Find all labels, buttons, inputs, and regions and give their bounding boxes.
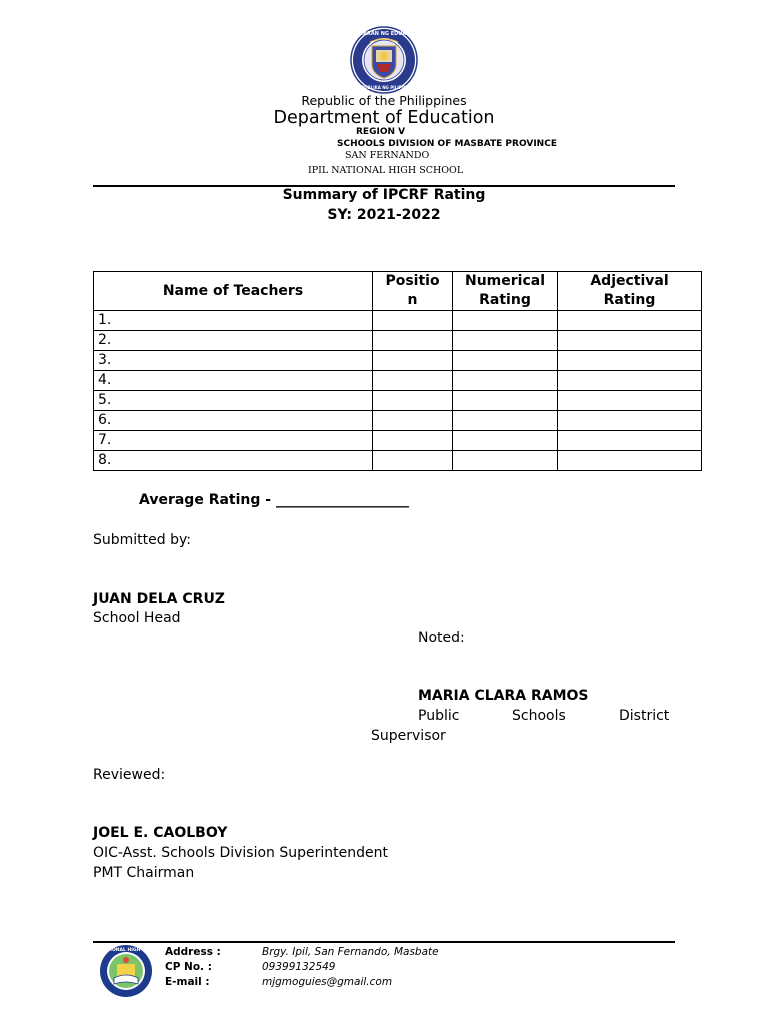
table-row bbox=[94, 331, 702, 351]
ratings-table bbox=[93, 271, 702, 471]
cp-value: 09399132549 bbox=[262, 961, 336, 973]
table-row bbox=[94, 451, 702, 471]
division-line: SCHOOLS DIVISION OF MASBATE PROVINCE bbox=[337, 139, 557, 149]
adjectival-cell[interactable] bbox=[558, 411, 702, 431]
table-row bbox=[94, 391, 702, 411]
numerical-cell[interactable] bbox=[453, 351, 558, 371]
row-number: 2. bbox=[94, 331, 373, 351]
reviewed-label: Reviewed: bbox=[93, 767, 166, 783]
table-row bbox=[94, 431, 702, 451]
numerical-cell[interactable] bbox=[453, 331, 558, 351]
position-cell[interactable] bbox=[373, 331, 453, 351]
seal-bottom-text: REPUBLIKA NG PILIPINAS bbox=[355, 85, 413, 90]
row-number: 1. bbox=[94, 311, 373, 331]
sds-role: PMT Chairman bbox=[93, 865, 195, 881]
position-cell[interactable] bbox=[373, 451, 453, 471]
cp-label: CP No. : bbox=[165, 961, 212, 973]
address-label: Address : bbox=[165, 946, 221, 958]
adjectival-cell[interactable] bbox=[558, 451, 702, 471]
numerical-cell[interactable] bbox=[453, 411, 558, 431]
position-cell[interactable] bbox=[373, 391, 453, 411]
sds-name: JOEL E. CAOLBOY bbox=[93, 825, 228, 841]
position-cell[interactable] bbox=[373, 411, 453, 431]
psds-title-word: Public bbox=[418, 708, 460, 724]
numerical-cell[interactable] bbox=[453, 311, 558, 331]
adjectival-cell[interactable] bbox=[558, 391, 702, 411]
address-value: Brgy. Ipil, San Fernando, Masbate bbox=[262, 946, 439, 958]
table-row bbox=[94, 311, 702, 331]
col-numerical-header: Numerical Rating bbox=[453, 272, 558, 311]
republic-line: Republic of the Philippines bbox=[301, 93, 467, 108]
position-cell[interactable] bbox=[373, 431, 453, 451]
position-cell[interactable] bbox=[373, 371, 453, 391]
row-number: 7. bbox=[94, 431, 373, 451]
school-logo-text: IPIL NATIONAL HIGH SCHOOL bbox=[89, 948, 163, 953]
sds-title: OIC-Asst. Schools Division Superintendent bbox=[93, 845, 388, 861]
adjectival-cell[interactable] bbox=[558, 351, 702, 371]
numerical-cell[interactable] bbox=[453, 371, 558, 391]
row-number: 5. bbox=[94, 391, 373, 411]
row-number: 6. bbox=[94, 411, 373, 431]
school-head-name: JUAN DELA CRUZ bbox=[93, 591, 225, 607]
psds-name: MARIA CLARA RAMOS bbox=[418, 688, 589, 704]
table-header-row bbox=[94, 272, 702, 311]
numerical-cell[interactable] bbox=[453, 391, 558, 411]
psds-title-word: Schools bbox=[512, 708, 566, 724]
row-number: 8. bbox=[94, 451, 373, 471]
table-row bbox=[94, 371, 702, 391]
adjectival-cell[interactable] bbox=[558, 331, 702, 351]
table-row bbox=[94, 351, 702, 371]
department-title: Department of Education bbox=[273, 108, 495, 128]
position-cell[interactable] bbox=[373, 311, 453, 331]
col-name-header: Name of Teachers bbox=[94, 272, 373, 311]
email-value[interactable]: mjgmoguies@gmail.com bbox=[262, 976, 393, 988]
col-adjectival-header: Adjectival Rating bbox=[558, 272, 702, 311]
noted-label: Noted: bbox=[418, 630, 465, 646]
submitted-by-label: Submitted by: bbox=[93, 532, 191, 548]
col-position-header: Positio n bbox=[373, 272, 453, 311]
adjectival-cell[interactable] bbox=[558, 311, 702, 331]
school-year: SY: 2021-2022 bbox=[327, 207, 441, 223]
psds-title-word: Supervisor bbox=[371, 728, 446, 744]
district-line: SAN FERNANDO bbox=[345, 150, 430, 161]
deped-seal-logo bbox=[342, 26, 426, 94]
adjectival-cell[interactable] bbox=[558, 371, 702, 391]
numerical-cell[interactable] bbox=[453, 451, 558, 471]
document-title: Summary of IPCRF Rating bbox=[282, 187, 486, 203]
row-number: 4. bbox=[94, 371, 373, 391]
row-number: 3. bbox=[94, 351, 373, 371]
table-row bbox=[94, 411, 702, 431]
region-line: REGION V bbox=[356, 127, 406, 137]
average-rating-line: Average Rating - ___________________ bbox=[139, 492, 409, 508]
position-cell[interactable] bbox=[373, 351, 453, 371]
school-logo bbox=[89, 944, 163, 998]
psds-title-word: District bbox=[619, 708, 670, 724]
numerical-cell[interactable] bbox=[453, 431, 558, 451]
seal-top-text: KAGAWARAN NG EDUKASYON bbox=[342, 31, 426, 37]
footer-divider bbox=[93, 941, 675, 943]
school-line: IPIL NATIONAL HIGH SCHOOL bbox=[308, 165, 464, 176]
email-label: E-mail : bbox=[165, 976, 210, 988]
adjectival-cell[interactable] bbox=[558, 431, 702, 451]
school-head-title: School Head bbox=[93, 610, 181, 626]
